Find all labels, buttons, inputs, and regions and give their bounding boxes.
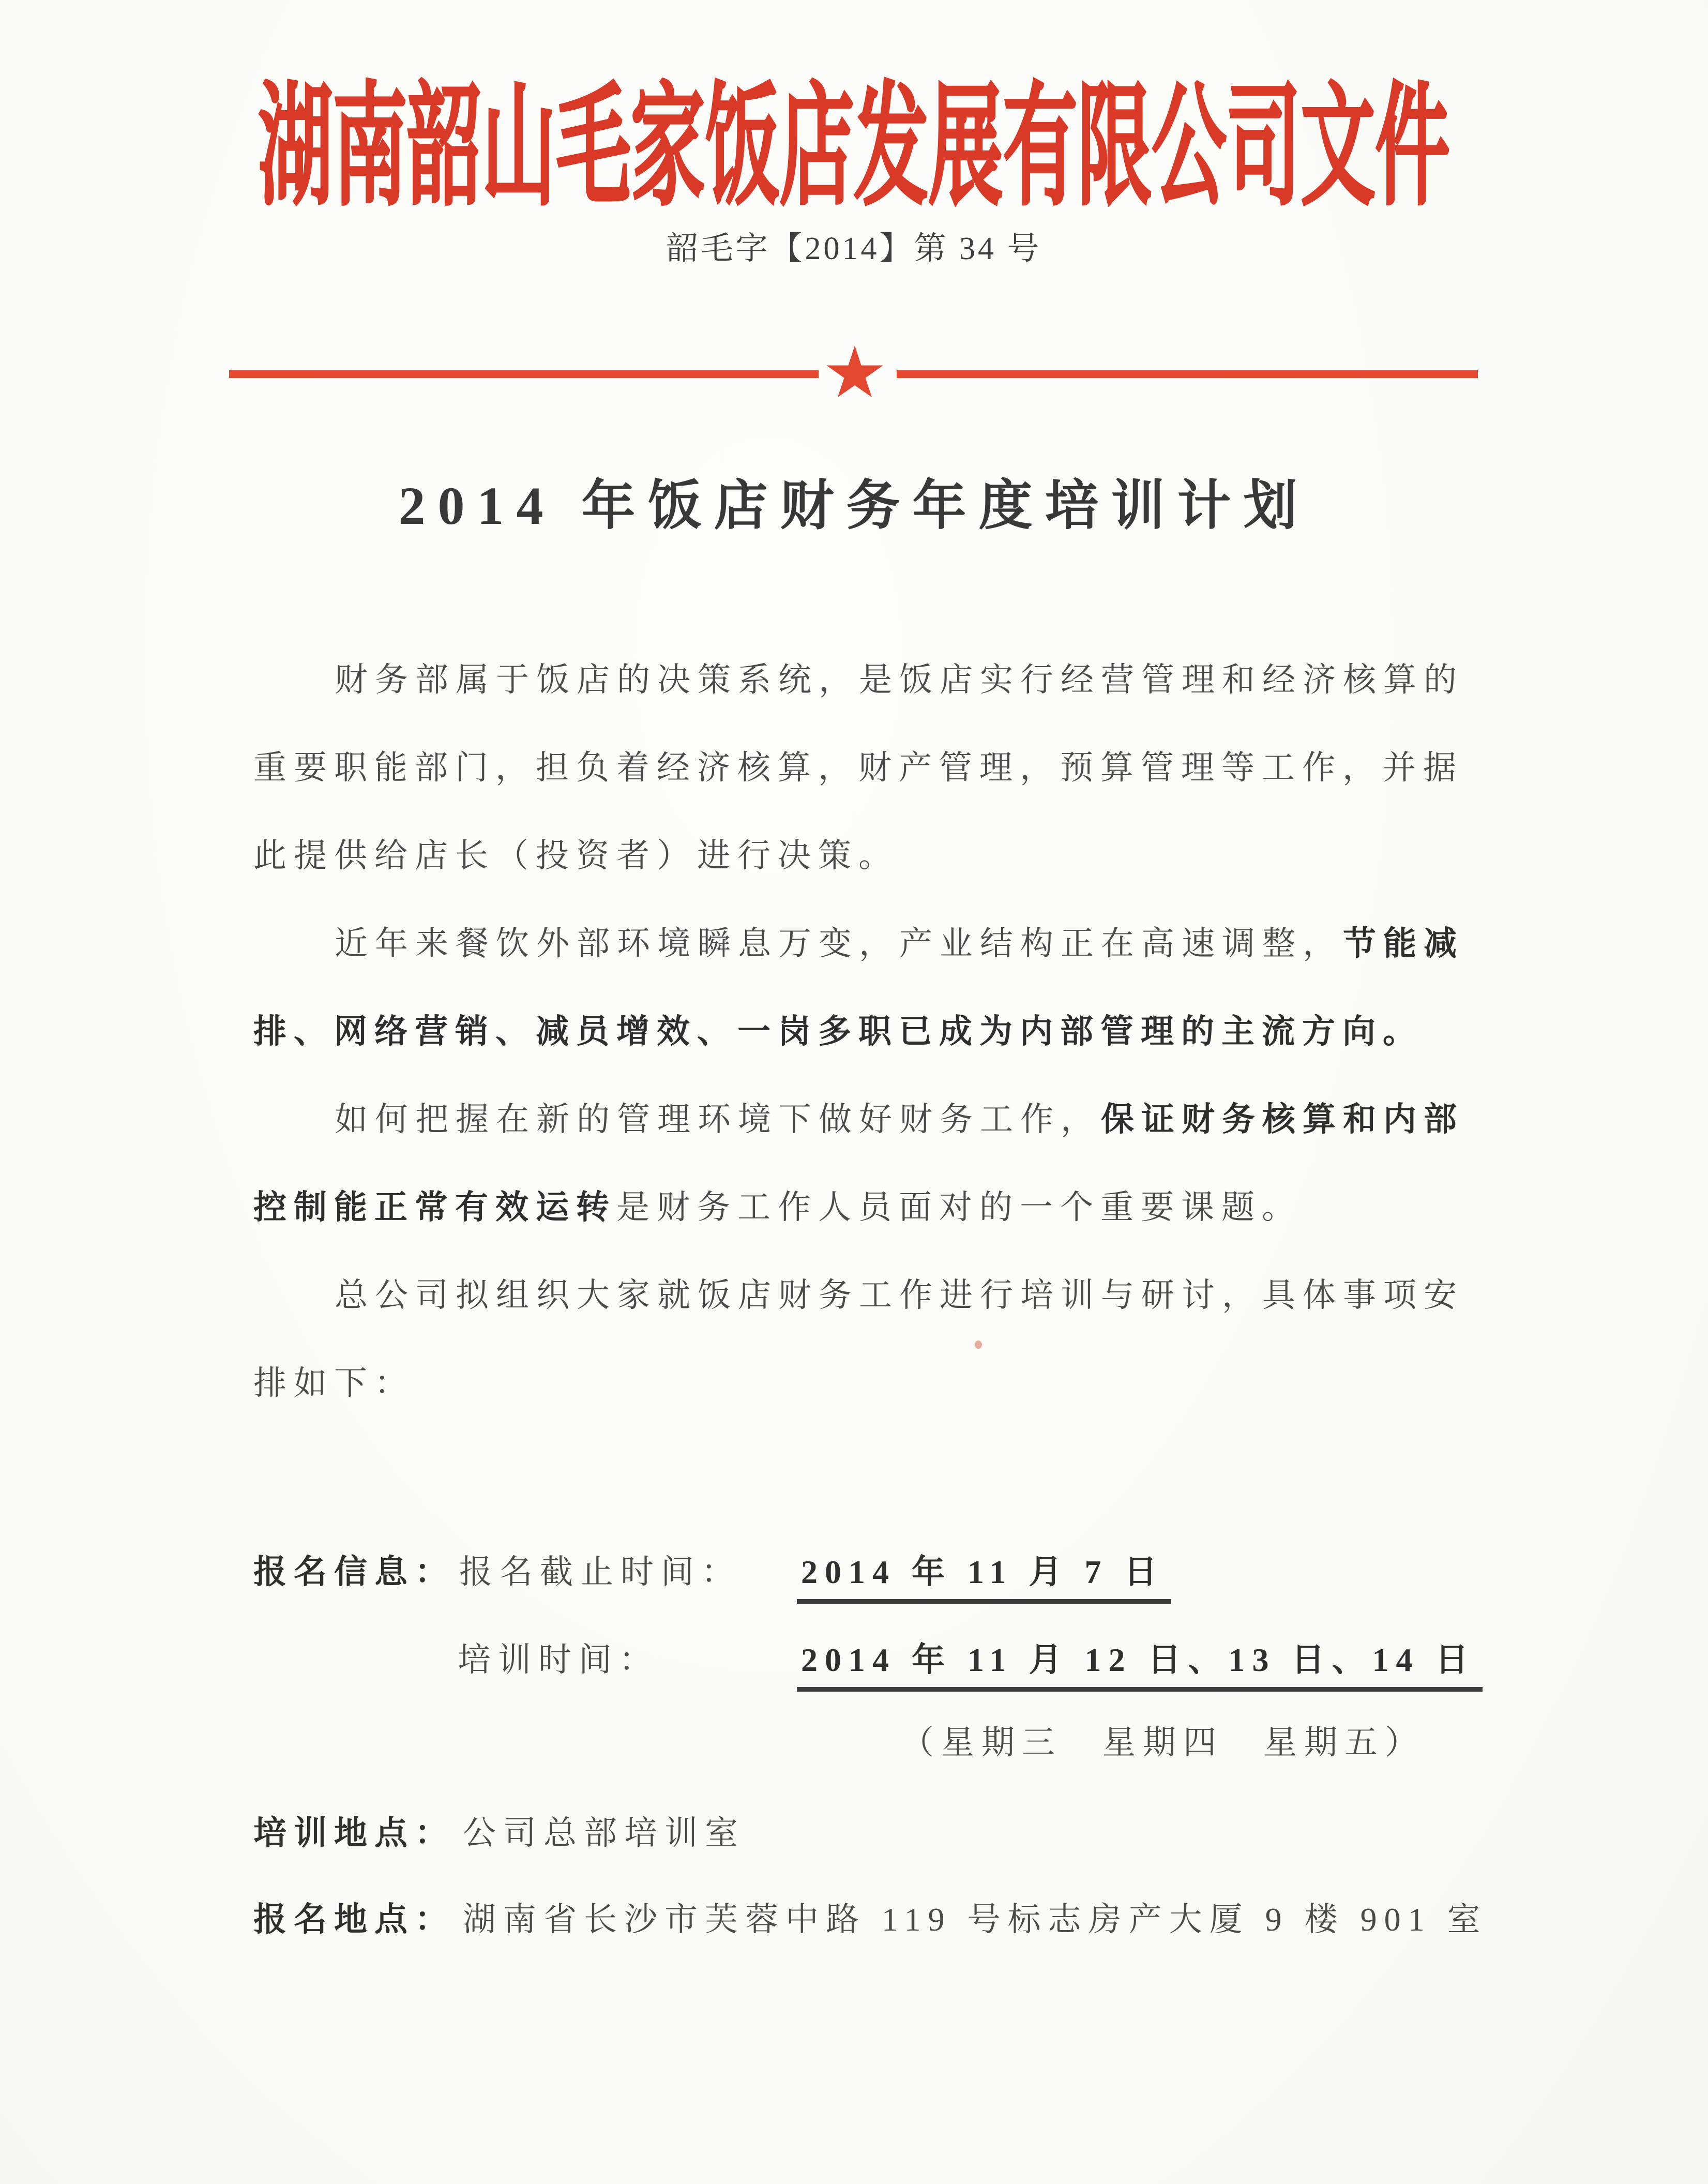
body-line [253, 1191, 1302, 1224]
info-row-training-time [0, 1641, 1708, 1711]
body-line [253, 1279, 1464, 1312]
body-line [253, 927, 1464, 960]
body-text: 总公司拟组织大家就饭店财务工作进行培训与研讨，具体事项安 [335, 1277, 1464, 1314]
divider-line-right [897, 370, 1478, 378]
training-time-value: 2014 年 11 月 12 日、13 日、14 日 [797, 1644, 1483, 1692]
body-text: 近年来餐饮外部环境瞬息万变，产业结构正在高速调整， [335, 925, 1343, 962]
body-text-bold: 节能减 [1343, 925, 1464, 962]
body-line [253, 1103, 1464, 1136]
body-line [253, 751, 1463, 785]
body-line [253, 1015, 1423, 1048]
signup-place-value: 湖南省长沙市芙蓉中路 119 号标志房产大厦 9 楼 901 室 [463, 1901, 1488, 1938]
body-text: 此提供给店长（投资者）进行决策。 [253, 837, 899, 874]
body-line [253, 661, 1464, 698]
body-line [253, 1367, 415, 1400]
training-place-value: 公司总部培训室 [463, 1815, 745, 1851]
body-text-bold: 控制能正常有效运转 [253, 1189, 616, 1226]
info-row-training-place [0, 1817, 1708, 1884]
training-place-label: 培训地点： [253, 1815, 455, 1851]
weekdays-note: （星期三 星期四 星期五） [901, 1724, 1425, 1761]
body-text: 如何把握在新的管理环境下做好财务工作， [335, 1101, 1101, 1138]
signup-deadline-value: 2014 年 11 月 7 日 [797, 1556, 1171, 1604]
body-text: 财务部属于饭店的决策系统，是饭店实行经营管理和经济核算的 [335, 661, 1464, 698]
document-title: 2014 年饭店财务年度培训计划 [398, 476, 1310, 536]
red-star-icon [825, 345, 884, 402]
signup-place-label: 报名地点： [253, 1901, 455, 1938]
training-time-label: 培训时间： [458, 1641, 659, 1678]
info-row-weekdays [0, 1726, 1708, 1794]
body-text: 是财务工作人员面对的一个重要课题。 [616, 1189, 1302, 1226]
divider-line-left [229, 370, 819, 378]
signup-deadline-label: 报名截止时间： [459, 1554, 742, 1590]
body-text: 排如下： [253, 1365, 415, 1402]
document-number: 韶毛字【2014】第 34 号 [666, 231, 1042, 266]
letterhead-org-title: 湖南韶山毛家饭店发展有限公司文件 [258, 75, 1450, 222]
body-text: 重要职能部门，担负着经济核算，财产管理，预算管理等工作，并据 [253, 749, 1463, 786]
body-text-bold: 保证财务核算和内部 [1101, 1101, 1464, 1138]
info-row-signup-place [0, 1903, 1708, 1970]
scan-artifact-dot [975, 1340, 982, 1349]
body-line [253, 839, 899, 872]
signup-info-label: 报名信息： [253, 1554, 455, 1590]
info-row-deadline [0, 1556, 1708, 1623]
body-text-bold: 排、网络营销、减员增效、一岗多职已成为内部管理的主流方向。 [253, 1013, 1423, 1050]
